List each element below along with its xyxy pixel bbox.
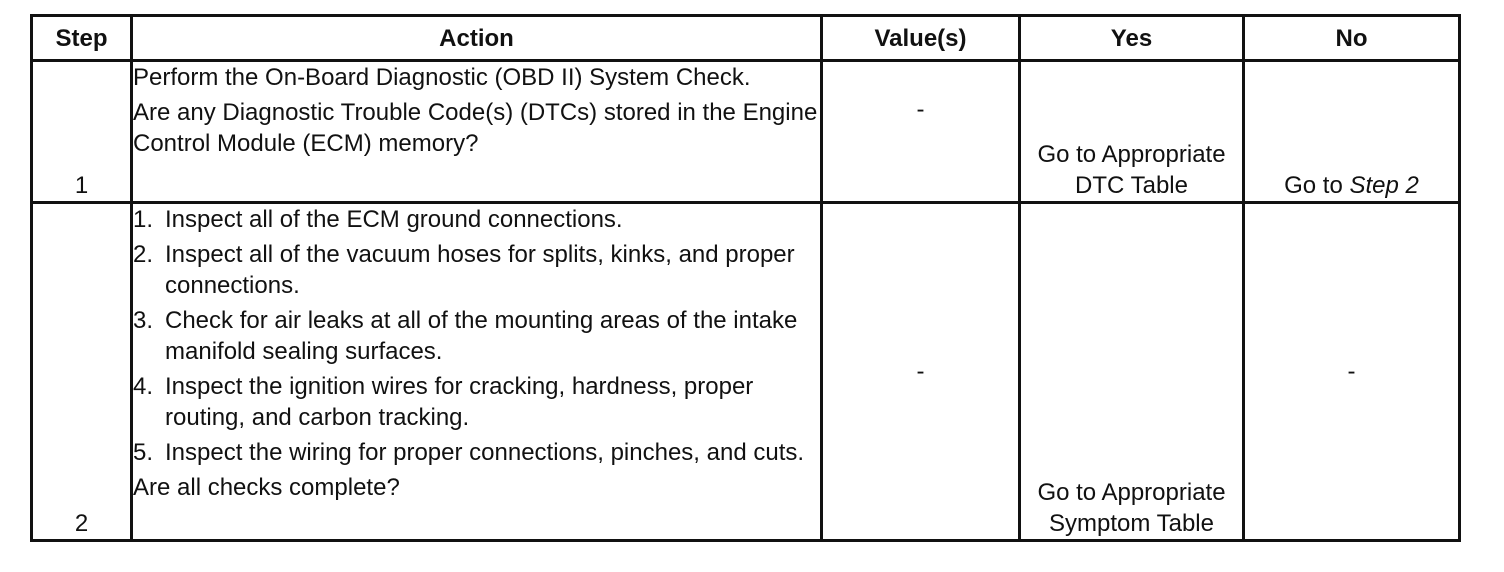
- list-item: [133, 305, 820, 367]
- no-cell: [1244, 61, 1460, 203]
- yes-text: Go to Appropriate Symptom Table: [1037, 479, 1226, 537]
- list-item-number: 5.: [133, 439, 154, 466]
- checklist: [133, 204, 820, 468]
- list-item-text: Inspect the ignition wires for cracking, hardness, proper routing, and carbon tracking.: [165, 373, 754, 431]
- list-item-number: 3.: [133, 307, 154, 334]
- list-item-text: Inspect all of the vacuum hoses for splits, kinks, and proper connections.: [165, 241, 795, 299]
- yes-cell: [1020, 61, 1244, 203]
- table-row-step-1: [32, 61, 1460, 203]
- value-cell: [822, 61, 1020, 203]
- list-item-number: 1.: [133, 206, 154, 233]
- header-row: [32, 16, 1460, 61]
- step-number: 1: [32, 61, 132, 203]
- value-text: -: [916, 96, 925, 123]
- header-no: No: [1244, 16, 1460, 61]
- list-item-number: 4.: [133, 373, 154, 400]
- header-values: Value(s): [822, 16, 1020, 61]
- no-text: -: [1347, 358, 1356, 385]
- value-cell: [822, 203, 1020, 541]
- header-yes: Yes: [1020, 16, 1244, 61]
- header-step: Step: [32, 16, 132, 61]
- no-text-prefix: Go to: [1284, 172, 1350, 199]
- no-step-reference: Step 2: [1349, 172, 1419, 199]
- action-question: Are any Diagnostic Trouble Code(s) (DTCs) stored in the Engine Control Module (ECM) memory?: [133, 99, 818, 157]
- action-cell: [132, 203, 822, 541]
- list-item: [133, 239, 820, 301]
- diagnostic-table: [30, 14, 1461, 542]
- list-item-text: Inspect all of the ECM ground connections.: [165, 206, 623, 233]
- table-row-step-2: [32, 203, 1460, 541]
- list-item-text: Inspect the wiring for proper connections, pinches, and cuts.: [165, 439, 805, 466]
- list-item: [133, 204, 820, 235]
- action-cell: [132, 61, 822, 203]
- action-instruction: Perform the On-Board Diagnostic (OBD II) System Check.: [133, 64, 751, 91]
- yes-text: Go to Appropriate DTC Table: [1037, 141, 1226, 199]
- list-item: [133, 437, 820, 468]
- list-item-text: Check for air leaks at all of the mounting areas of the intake manifold sealing surfaces.: [165, 307, 798, 365]
- no-cell: [1244, 203, 1460, 541]
- header-action: Action: [132, 16, 822, 61]
- list-item-number: 2.: [133, 241, 154, 268]
- yes-cell: [1020, 203, 1244, 541]
- action-question: Are all checks complete?: [133, 474, 400, 501]
- step-number: 2: [32, 203, 132, 541]
- list-item: [133, 371, 820, 433]
- value-text: -: [916, 358, 925, 385]
